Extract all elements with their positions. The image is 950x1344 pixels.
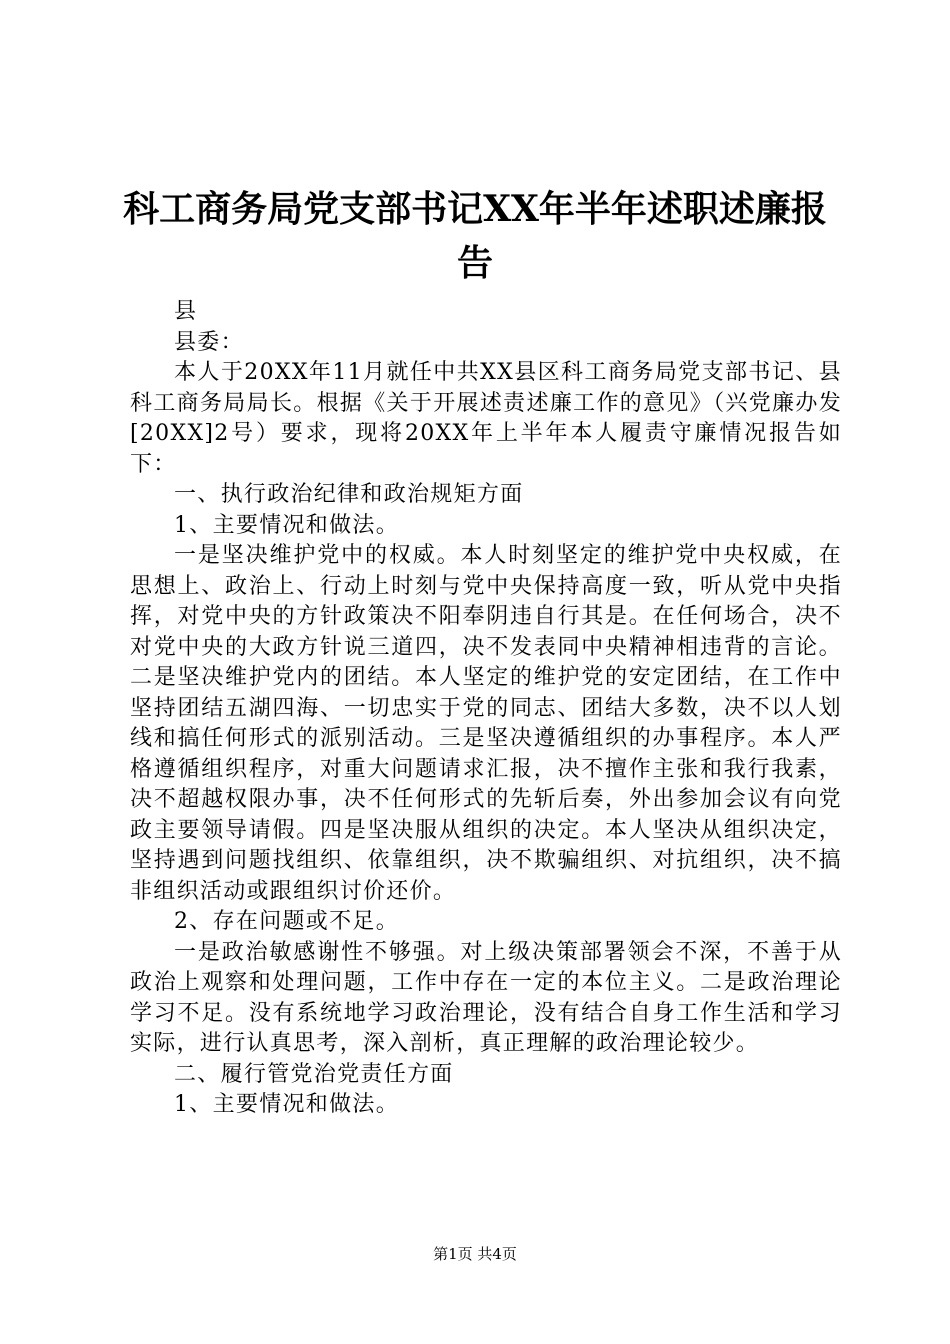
page-footer: 第1页 共4页 [433, 1245, 517, 1263]
section-heading-2: 二、履行管党治党责任方面 [174, 1061, 454, 1087]
document-body [130, 297, 842, 1121]
paragraph-problems: 一是政治敏感谢性不够强。对上级决策部署领会不深，不善于从政治上观察和处理问题，工作中存在一定的本位主义。二是政治理论学习不足。没有系统地学习政治理论，没有结合自身工作生活和学习实际，进行认真思考，深入剖析，真正理解的政治理论较少。 [130, 939, 842, 1056]
subsection-heading-1-1: 1、主要情况和做法。 [174, 512, 399, 538]
subsection-heading-1-2: 2、存在问题或不足。 [174, 909, 399, 934]
section-heading-1: 一、执行政治纪律和政治规矩方面 [174, 482, 524, 507]
paragraph-recipient-line1: 县 [174, 299, 198, 324]
paragraph-intro: 本人于20XX年11月就任中共XX县区科工商务局党支部书记、县科工商务局局长。根据《关于开展述责述廉工作的意见》（兴党廉办发[20XX]2号）要求，现将20XX年上半年本人履责守廉情况报告如下： [130, 360, 842, 477]
subsection-heading-2-1: 1、主要情况和做法。 [174, 1092, 399, 1117]
paragraph-recipient-line2: 县委： [174, 329, 244, 355]
paragraph-practices: 一是坚决维护党中的权威。本人时刻坚定的维护党中央权威，在思想上、政治上、行动上时刻与党中央保持高度一致，听从党中央指挥，对党中央的方针政策决不阳奉阴违自行其是。在任何场合，决不对党中央的大政方针说三道四，决不发表同中央精神相违背的言论。二是坚决维护党内的团结。本人坚定的维护党的安定团结，在工作中坚持团结五湖四海、一切忠实于党的同志、团结大多数，决不以人划线和搞任何形式的派别活动。三是坚决遵循组织的办事程序。本人严格遵循组织程序，对重大问题请求汇报，决不擅作主张和我行我素，决不超越权限办事，决不任何形式的先斩后奏，外出参加会议有向党政主要领导请假。四是坚决服从组织的决定。本人坚决从组织决定，坚持遇到问题找组织、依靠组织，决不欺骗组织、对抗组织，决不搞非组织活动或跟组织讨价还价。 [130, 543, 842, 904]
document-title: 科工商务局党支部书记XX年半年述职述廉报告 [123, 188, 827, 284]
